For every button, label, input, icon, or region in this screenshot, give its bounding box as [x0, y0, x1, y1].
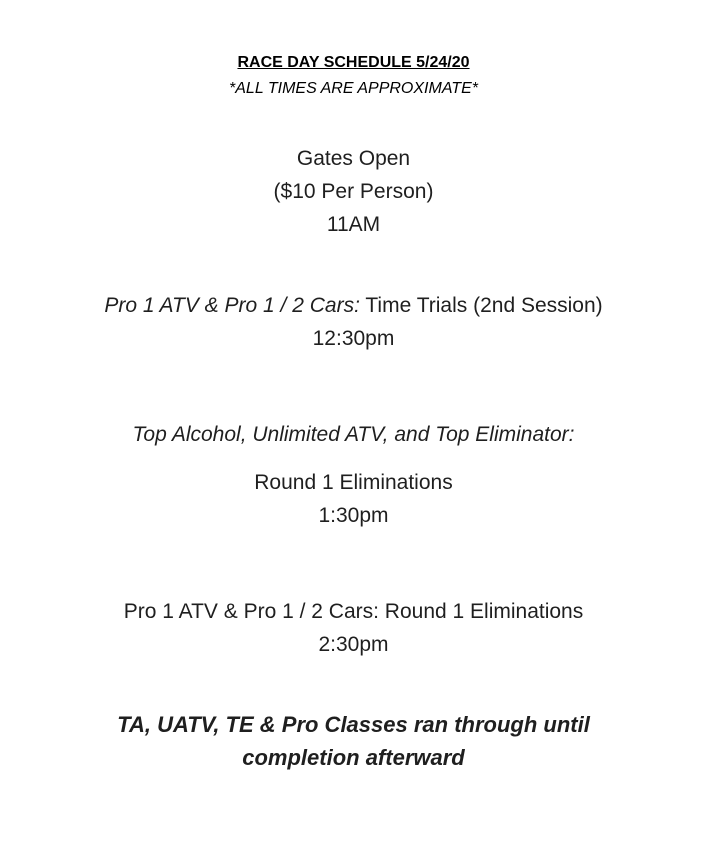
round1-top-time: 1:30pm	[318, 504, 389, 527]
time-trials-classes: Pro 1 ATV & Pro 1 / 2 Cars:	[104, 294, 360, 317]
round1-pro-time: 2:30pm	[318, 633, 389, 656]
time-trials-time: 12:30pm	[312, 327, 395, 350]
gates-time: 11AM	[326, 213, 381, 236]
gates-open-label: Gates Open	[296, 147, 411, 170]
round1-pro-line: Pro 1 ATV & Pro 1 / 2 Cars: Round 1 Eliminations	[123, 600, 584, 623]
closing-note-line1: TA, UATV, TE & Pro Classes ran through until	[117, 712, 590, 737]
round1-top-event: Round 1 Eliminations	[254, 471, 453, 494]
round1-top-classes: Top Alcohol, Unlimited ATV, and Top Eliminator:	[132, 423, 575, 446]
gates-price: ($10 Per Person)	[273, 180, 434, 203]
schedule-title: RACE DAY SCHEDULE 5/24/20	[237, 54, 470, 71]
approximate-times-note: *ALL TIMES ARE APPROXIMATE*	[229, 80, 478, 97]
closing-note-line2: completion afterward	[242, 745, 465, 770]
time-trials-line	[0, 294, 707, 318]
time-trials-event: Time Trials (2nd Session)	[359, 294, 603, 317]
